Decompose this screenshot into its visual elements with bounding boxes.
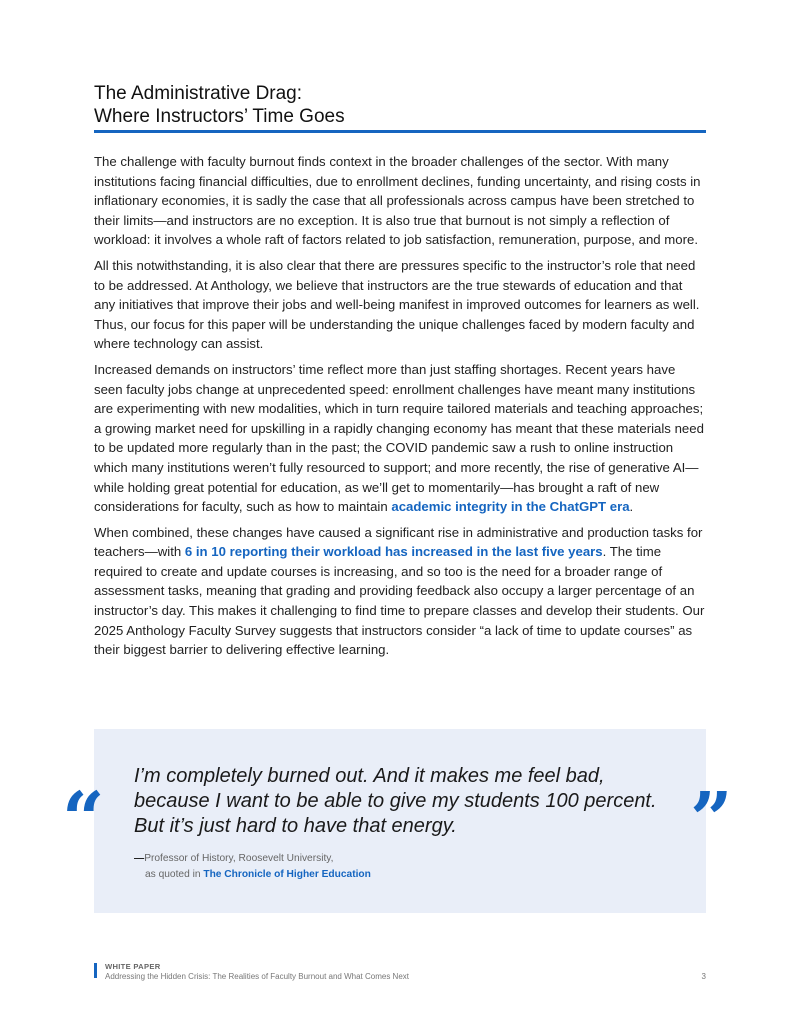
footer-accent-bar xyxy=(94,963,97,978)
page-title-line-2: Where Instructors’ Time Goes xyxy=(94,106,345,127)
attribution-author: Professor of History, Roosevelt University, xyxy=(144,853,334,864)
paragraph-3 xyxy=(94,360,706,517)
chronicle-source-link[interactable]: The Chronicle of Higher Education xyxy=(203,869,371,880)
paragraph-4 xyxy=(94,523,706,660)
quote-attribution xyxy=(134,851,371,883)
pull-quote-text: I’m completely burned out. And it makes me feel bad, because I want to be able to give my students 100 percent. But it’s just hard to have that energy. xyxy=(134,765,657,837)
paragraph-2: All this notwithstanding, it is also clear that there are pressures specific to the instructor’s role that need to be addressed. At Anthology, we believe that instructors are the true stewards of education and that any initiatives that improve their jobs and well-being manifest in improved outcomes for learners as well. Thus, our focus for this paper will be understanding the unique challenges faced by modern faculty and where technology can assist. xyxy=(94,257,700,352)
footer-document-title: Addressing the Hidden Crisis: The Realities of Faculty Burnout and What Comes Next xyxy=(105,972,409,981)
open-quote-icon: “ xyxy=(62,777,105,863)
attribution-dash: — xyxy=(134,853,145,864)
paragraph-3-text: Increased demands on instructors’ time reflect more than just staffing shortages. Recent years have seen faculty jobs change at unprecedented speed: enrollment challenges have meant many institutions are experimenting with new modalities, which in turn require tailored materials and teaching approaches; a growing market need for upskilling in a rapidly changing economy has meant that these materials need to be updated more regularly than in the past; the COVID pandemic saw a rush to online instruction which many institutions weren’t fully resourced to support; and more recently, the rise of generative AI—while holding great potential for education, as we’ll get to momentarily—has brought a raft of new considerations for faculty, such as how to maintain xyxy=(94,361,704,515)
paragraph-3-end: . xyxy=(629,499,634,515)
body-text xyxy=(94,152,706,666)
attribution-quoted-in: as quoted in xyxy=(145,869,204,880)
page-title xyxy=(94,82,706,128)
close-quote-icon: ” xyxy=(690,777,733,863)
workload-statistic-link[interactable]: 6 in 10 reporting their workload has increased in the last five years xyxy=(184,544,603,560)
footer-label: WHITE PAPER xyxy=(105,962,161,971)
page-number: 3 xyxy=(701,972,706,981)
title-underline xyxy=(94,130,706,133)
page-title-line-1: The Administrative Drag: xyxy=(94,83,303,104)
paragraph-4-text: When combined, these changes have caused a significant rise in administrative and production tasks for teachers—with xyxy=(94,524,703,560)
paragraph-4-end: . The time required to create and update courses is increasing, and so too is the need for a broader range of assessment tasks, meaning that grading and providing feedback also occupy a larger percentage of an instructor’s day. This makes it challenging to find time to prepare classes and develop their students. Our 2025 Anthology Faculty Survey suggests that instructors consider “a lack of time to update courses” as their biggest barrier to delivering effective learning. xyxy=(94,544,705,658)
paragraph-1: The challenge with faculty burnout finds context in the broader challenges of the sector. With many institutions facing financial difficulties, due to enrollment declines, funding uncertainty, and rising costs in inflationary economies, it is sadly the case that all professionals across campus have been stretched to their limits—and instructors are no exception. It is also true that burnout is not simply a reflection of workload: it involves a whole raft of factors related to job satisfaction, remuneration, purpose, and more. xyxy=(94,154,701,248)
academic-integrity-link[interactable]: academic integrity in the ChatGPT era xyxy=(391,499,630,515)
